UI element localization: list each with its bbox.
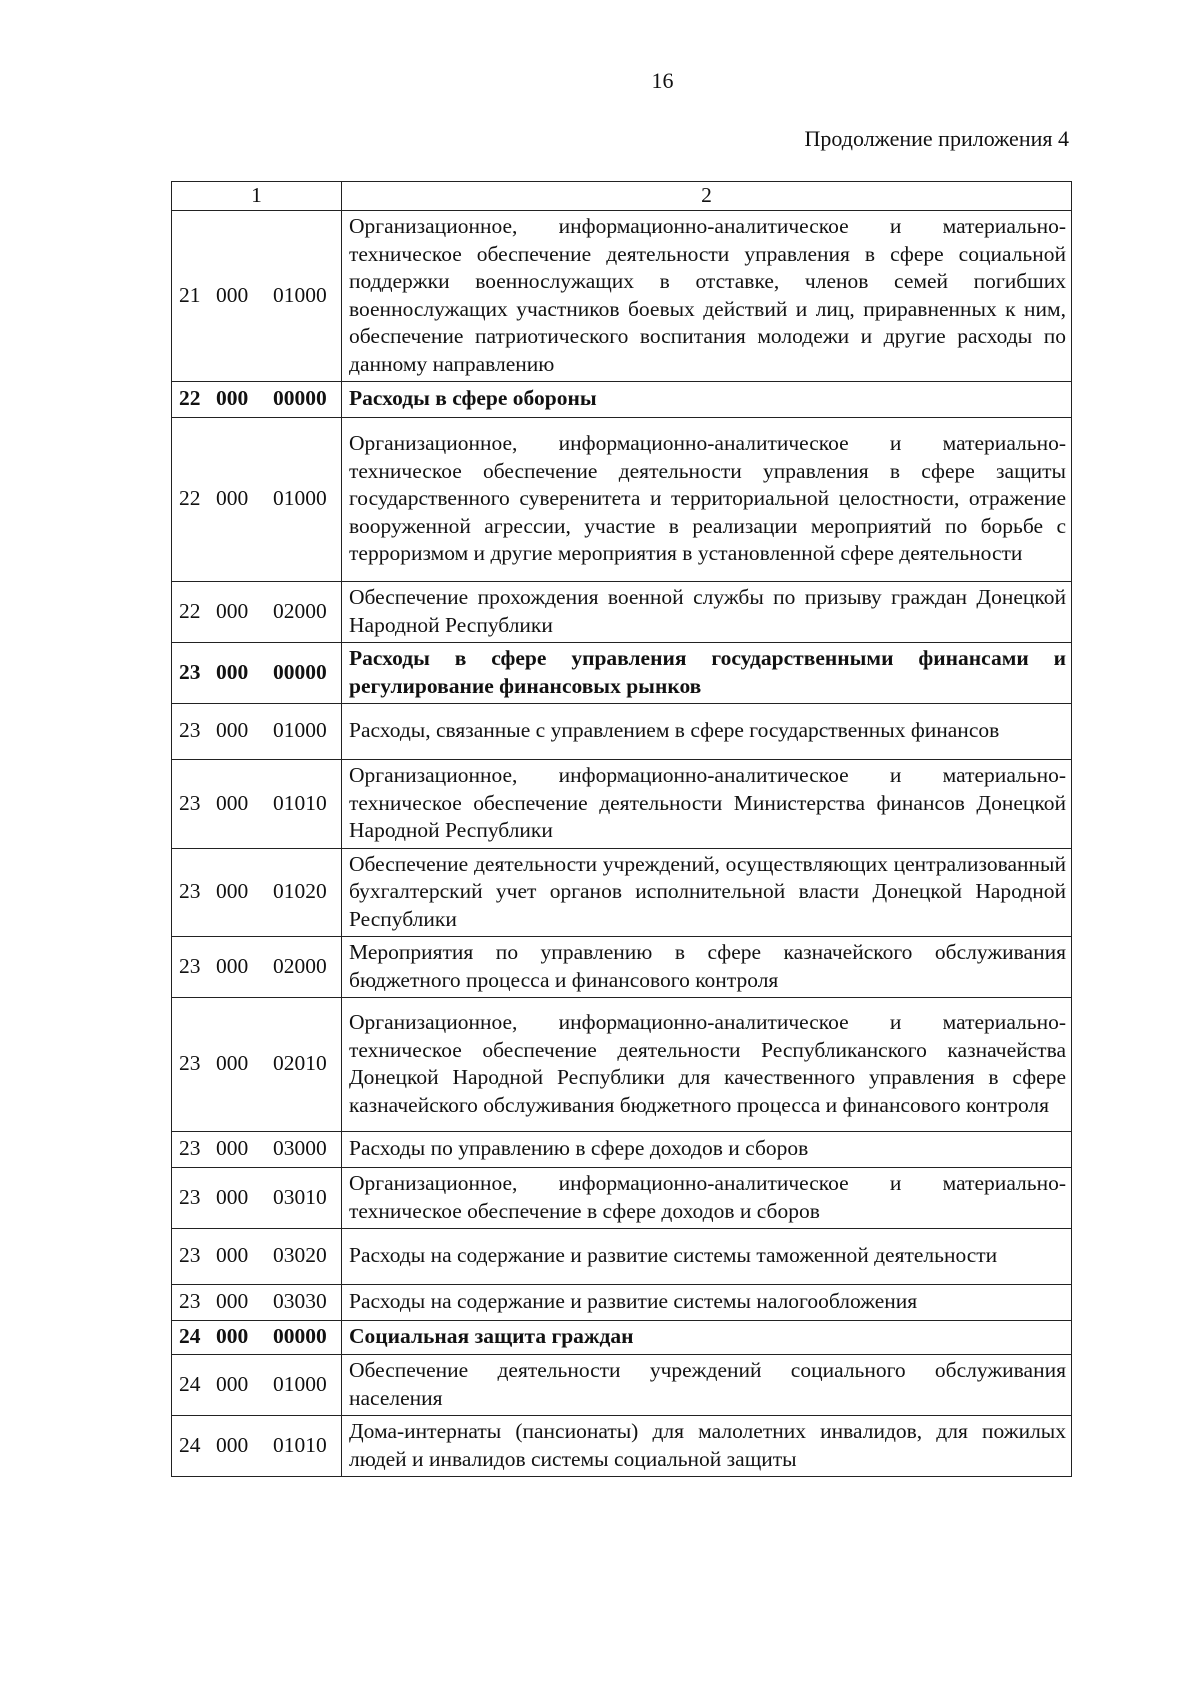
code-part: 01010 [273,1432,327,1457]
code-part: 23 [179,879,201,903]
classification-code [172,211,342,382]
classification-code [172,998,342,1132]
table-row [172,1355,1072,1416]
classification-code [172,704,342,760]
expense-description: Расходы в сфере обороны [342,382,1072,418]
code-part: 24 [179,1371,201,1396]
code-part: 000 [216,879,249,903]
code-part: 03000 [273,1136,327,1161]
classification-code [172,760,342,849]
classification-code [172,1355,342,1416]
expense-description: Расходы по управлению в сфере доходов и сборов [342,1132,1072,1168]
code-part: 000 [216,659,249,684]
column-header-code: 1 [172,182,342,211]
expense-description: Обеспечение деятельности учреждений социального обслуживания населения [342,1355,1072,1416]
expense-description: Расходы в сфере управления государственными финансами и регулирование финансовых рынков [342,643,1072,704]
expense-description: Мероприятия по управлению в сфере казначейского обслуживания бюджетного процесса и финансового контроля [342,937,1072,998]
expense-description: Организационное, информационно-аналитическое и материально-техническое обеспечение деятельности Министерства финансов Донецкой Народной Республики [342,760,1072,849]
code-part: 23 [179,790,201,815]
table-row [172,211,1072,382]
classification-code [172,1132,342,1168]
table-row [172,1229,1072,1285]
expense-description: Организационное, информационно-аналитическое и материально-техническое обеспечение деятельности Республиканского казначейства Донецкой Народной Республики для качественного управления в сфере казначейского обслуживания бюджетного процесса и финансового контроля [342,998,1072,1132]
table-row [172,704,1072,760]
code-part: 000 [216,282,249,307]
code-part: 23 [179,1243,201,1268]
code-part: 000 [216,486,249,511]
expense-description: Организационное, информационно-аналитическое и материально-техническое обеспечение деятельности управления в сфере защиты государственного суверенитета и территориальной целостности, отражение вооруженной агрессии, участие в реализации мероприятий по борьбе с терроризмом и другие мероприятия в установленной сфере деятельности [342,418,1072,582]
table-row [172,998,1072,1132]
code-part: 01000 [273,1371,327,1396]
code-part: 000 [216,1184,249,1209]
code-part: 01020 [273,879,327,903]
table-row [172,1416,1072,1477]
code-part: 000 [216,1289,249,1314]
code-part: 22 [179,386,201,411]
code-part: 000 [216,718,249,743]
code-part: 00000 [273,386,327,411]
code-part: 000 [216,1051,249,1076]
table-row [172,1132,1072,1168]
table-row [172,1285,1072,1321]
expense-description: Дома-интернаты (пансионаты) для малолетних инвалидов, для пожилых людей и инвалидов системы социальной защиты [342,1416,1072,1477]
code-part: 23 [179,1289,201,1314]
classification-code [172,643,342,704]
code-part: 21 [179,282,201,307]
code-part: 000 [216,1324,249,1349]
code-part: 000 [216,386,249,411]
code-part: 000 [216,790,249,815]
expense-description: Расходы, связанные с управлением в сфере государственных финансов [342,704,1072,760]
column-header-description: 2 [342,182,1072,211]
code-part: 00000 [273,659,327,684]
code-part: 01010 [273,790,327,815]
classification-code [172,1321,342,1355]
code-part: 02000 [273,953,327,978]
code-part: 03020 [273,1243,327,1268]
table-row [172,760,1072,849]
code-part: 22 [179,598,201,623]
code-part: 02010 [273,1051,327,1076]
code-part: 23 [179,659,201,684]
classification-code [172,1168,342,1229]
code-part: 01000 [273,718,327,743]
code-part: 02000 [273,598,327,623]
code-part: 24 [179,1324,201,1349]
code-part: 000 [216,953,249,978]
table-row [172,1321,1072,1355]
expense-description: Расходы на содержание и развитие системы таможенной деятельности [342,1229,1072,1285]
code-part: 23 [179,1184,201,1209]
table-row [172,582,1072,643]
table-row [172,382,1072,418]
code-part: 23 [179,953,201,978]
classification-code [172,848,342,937]
expense-description: Социальная защита граждан [342,1321,1072,1355]
table-row [172,1168,1072,1229]
classification-code [172,1416,342,1477]
expense-description: Организационное, информационно-аналитическое и материально-техническое обеспечение в сфере доходов и сборов [342,1168,1072,1229]
code-part: 000 [216,1432,249,1457]
classification-code [172,1229,342,1285]
classification-code [172,418,342,582]
classification-code [172,382,342,418]
code-part: 000 [216,1371,249,1396]
table-header-row [172,182,1072,211]
budget-classification-table [171,181,1072,1477]
classification-code [172,937,342,998]
code-part: 000 [216,1243,249,1268]
code-part: 000 [216,1136,249,1161]
code-part: 23 [179,1051,201,1076]
table-row [172,937,1072,998]
classification-code [172,582,342,643]
code-part: 01000 [273,486,327,511]
code-part: 000 [216,598,249,623]
classification-code [172,1285,342,1321]
code-part: 01000 [273,282,327,307]
table-row [172,643,1072,704]
page-number: 16 [651,68,674,93]
code-part: 23 [179,718,201,743]
table-body [172,211,1072,1477]
code-part: 03010 [273,1184,327,1209]
appendix-continuation-label: Продолжение приложения 4 [804,126,1069,151]
expense-description: Обеспечение прохождения военной службы по призыву граждан Донецкой Народной Республики [342,582,1072,643]
code-part: 03030 [273,1289,327,1314]
expense-description: Обеспечение деятельности учреждений, осуществляющих централизованный бухгалтерский учет органов исполнительной власти Донецкой Народной Республики [342,848,1072,937]
code-part: 23 [179,1136,201,1161]
code-part: 00000 [273,1324,327,1349]
code-part: 24 [179,1432,201,1457]
expense-description: Организационное, информационно-аналитическое и материально-техническое обеспечение деятельности управления в сфере социальной поддержки военнослужащих в отставке, членов семей погибших военнослужащих участников боевых действий и лиц, приравненных к ним, обеспечение патриотического воспитания молодежи и другие расходы по данному направлению [342,211,1072,382]
code-part: 22 [179,486,201,511]
expense-description: Расходы на содержание и развитие системы налогообложения [342,1285,1072,1321]
table-row [172,418,1072,582]
table-row [172,848,1072,937]
